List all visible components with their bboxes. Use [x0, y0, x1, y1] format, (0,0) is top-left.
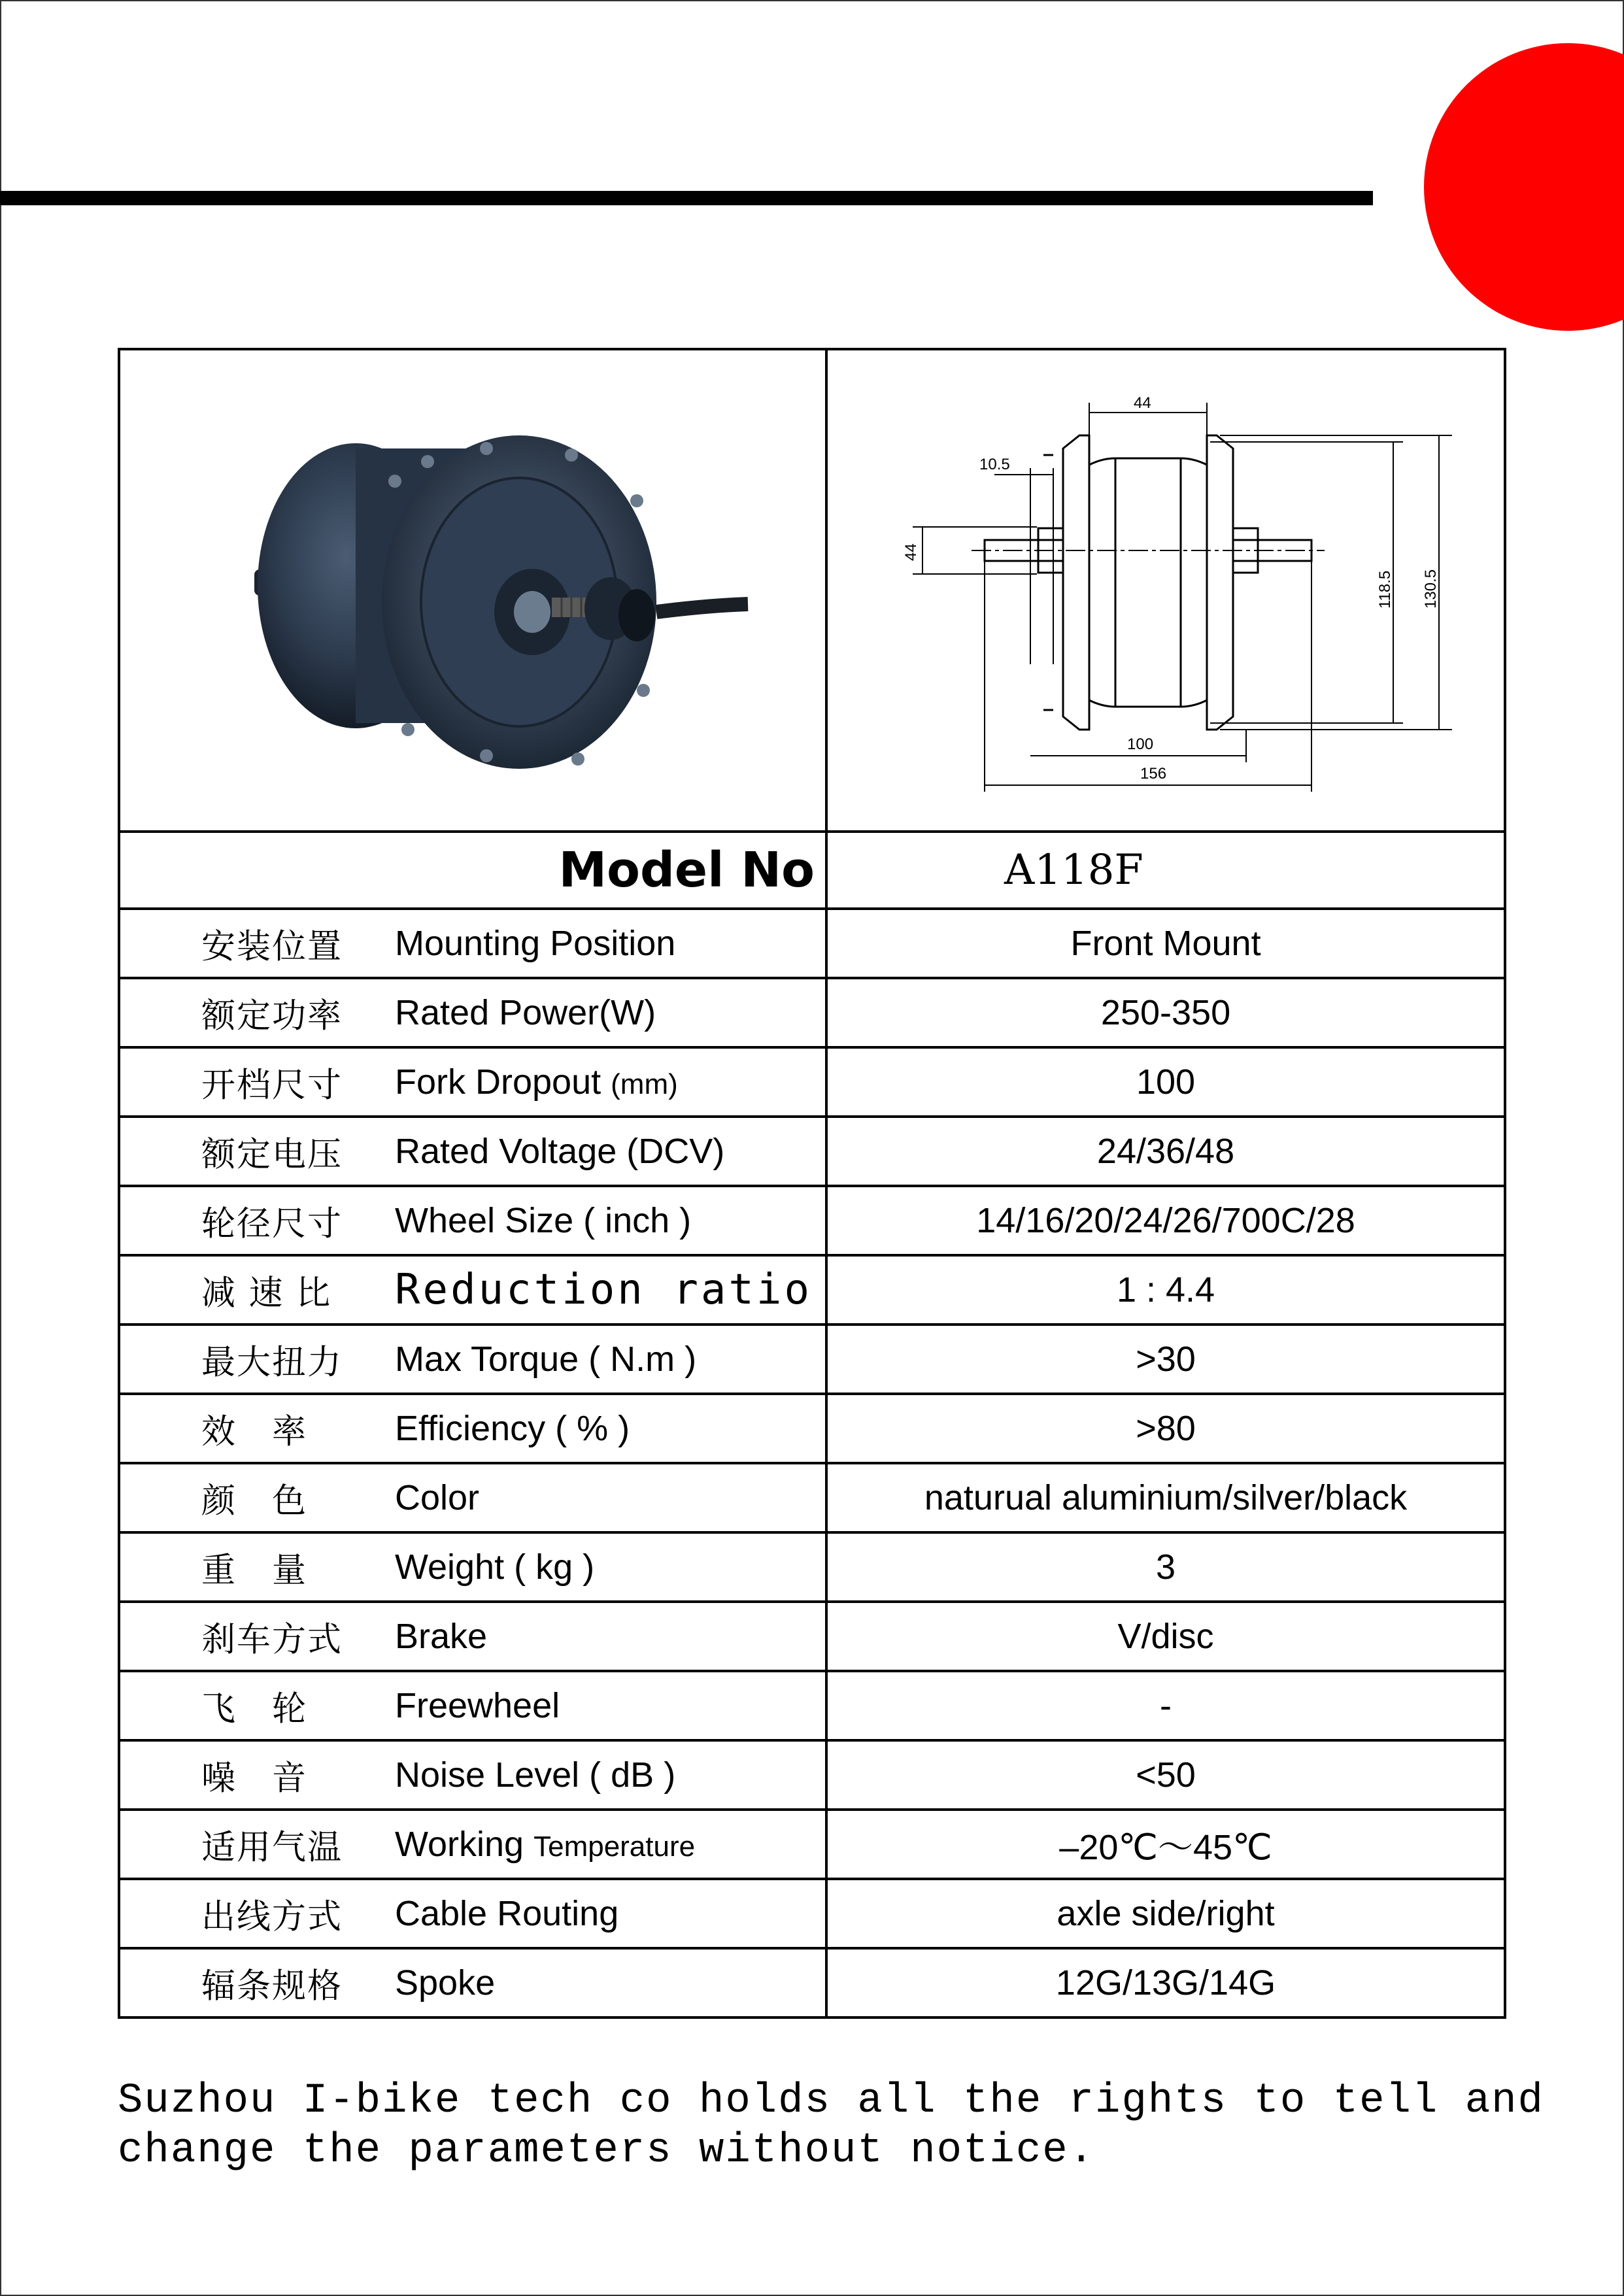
spec-value: V/disc	[826, 1602, 1505, 1671]
spec-row	[119, 1671, 1505, 1740]
spec-row	[119, 909, 1505, 978]
spec-label-en-main: Spoke	[395, 1963, 496, 2002]
model-value: A118F	[826, 832, 1505, 909]
spec-value: 14/16/20/24/26/700C/28	[826, 1186, 1505, 1255]
spec-label-en-main: Max Torque ( N.m )	[395, 1340, 697, 1379]
spec-value: 12G/13G/14G	[826, 1948, 1505, 2017]
spec-label-cell	[119, 1948, 826, 2017]
spec-label-en-main: Fork Dropout	[395, 1062, 601, 1102]
spec-label-en	[395, 1200, 691, 1241]
spec-table	[118, 348, 1506, 2019]
spec-row	[119, 1255, 1505, 1325]
spec-row	[119, 1740, 1505, 1810]
spec-label-zh: 减 速 比	[201, 1274, 332, 1313]
motor-cable	[656, 604, 748, 612]
spec-label-en	[395, 1131, 724, 1172]
spec-label-en-main: Mounting Position	[395, 924, 676, 963]
left-flange-drawing	[1063, 435, 1089, 730]
dim-offset-label: 10.5	[979, 456, 1010, 473]
spec-value: 1 : 4.4	[826, 1255, 1505, 1325]
spec-label-zh: 效 率	[201, 1412, 308, 1452]
spec-label-en-main: Cable Routing	[395, 1894, 619, 1933]
dim-width-inner-label: 100	[1127, 735, 1154, 753]
spec-label-en	[395, 1893, 618, 1934]
spec-label-zh: 辐条规格	[201, 1967, 343, 2006]
spec-label-en	[395, 1062, 678, 1102]
header-rule	[0, 191, 1373, 205]
spec-label-en-main: Efficiency ( % )	[395, 1409, 630, 1448]
spec-label-cell	[119, 1255, 826, 1325]
spec-label-cell	[119, 1463, 826, 1532]
spec-label-zh: 刹车方式	[201, 1620, 343, 1660]
footer-line-2: change the parameters without notice.	[118, 2127, 1096, 2174]
dim-width-total-label: 156	[1140, 765, 1167, 783]
spec-value: naturual aluminium/silver/black	[826, 1463, 1505, 1532]
spec-label-zh: 重 量	[201, 1551, 308, 1591]
hub-body-drawing	[1089, 458, 1207, 707]
spec-label-cell	[119, 1117, 826, 1186]
spec-label-cell	[119, 1047, 826, 1117]
spec-label-en-main: Color	[395, 1478, 480, 1517]
spec-row	[119, 1325, 1505, 1394]
motor-photo-cell	[119, 349, 826, 832]
spec-value: axle side/right	[826, 1879, 1505, 1948]
spec-label-en-main: Working	[395, 1825, 524, 1864]
dim-inner-height-label: 118.5	[1376, 570, 1395, 609]
spec-label-en-main: Weight ( kg )	[395, 1547, 595, 1587]
spec-label-en	[395, 992, 656, 1033]
spec-row	[119, 1879, 1505, 1948]
footer-line-1: Suzhou I-bike tech co holds all the rights to tell and	[118, 2078, 1544, 2125]
spec-row	[119, 1602, 1505, 1671]
spec-label-en	[395, 1339, 696, 1379]
spec-label-en-main: Rated Power(W)	[395, 993, 656, 1032]
spec-label-en-main: Freewheel	[395, 1686, 560, 1725]
spec-row	[119, 1047, 1505, 1117]
spec-label-en	[395, 1755, 675, 1795]
spec-label-zh: 轮径尺寸	[201, 1204, 343, 1244]
spec-value: -	[826, 1671, 1505, 1740]
spec-label-cell	[119, 1671, 826, 1740]
footer-notice	[118, 2076, 1556, 2176]
spec-label-zh: 额定电压	[201, 1135, 343, 1175]
spec-label-en	[395, 1616, 487, 1657]
spec-row	[119, 1394, 1505, 1463]
spec-label-cell	[119, 1532, 826, 1602]
spec-label-zh: 飞 轮	[201, 1689, 308, 1729]
spec-label-en-main: Noise Level ( dB )	[395, 1755, 676, 1795]
spec-label-cell	[119, 1186, 826, 1255]
spec-label-en	[395, 923, 675, 964]
model-row	[119, 832, 1505, 909]
spec-label-zh: 开档尺寸	[201, 1066, 343, 1106]
spec-label-en-main: Brake	[395, 1617, 488, 1656]
spec-label-en	[395, 1547, 594, 1587]
right-flange-drawing	[1207, 435, 1233, 730]
spec-label-en	[395, 1266, 812, 1314]
spec-label-zh: 颜 色	[201, 1481, 308, 1521]
spec-label-cell	[119, 1325, 826, 1394]
spec-label-en-main: Reduction ratio	[395, 1266, 812, 1314]
dimension-drawing	[828, 350, 1505, 828]
spec-label-en	[395, 1408, 630, 1449]
spec-value: –20℃～45℃	[826, 1810, 1505, 1879]
spec-value: >30	[826, 1325, 1505, 1394]
spec-label-zh: 额定功率	[201, 996, 343, 1036]
spec-label-en	[395, 1824, 695, 1865]
spec-label-zh: 适用气温	[201, 1828, 343, 1868]
spec-row	[119, 1532, 1505, 1602]
spec-label-cell	[119, 978, 826, 1047]
dim-top-label: 44	[1134, 394, 1151, 412]
spec-label-cell	[119, 1740, 826, 1810]
spec-value: 24/36/48	[826, 1117, 1505, 1186]
spec-label-cell	[119, 1602, 826, 1671]
spec-row	[119, 1810, 1505, 1879]
spec-row	[119, 1117, 1505, 1186]
image-row	[119, 349, 1505, 832]
spec-label-en-unit: Temperature	[533, 1831, 696, 1863]
dim-axle-label: 44	[902, 543, 921, 561]
spec-label-en-main: Rated Voltage (DCV)	[395, 1132, 725, 1171]
spec-label-cell	[119, 909, 826, 978]
motor-photo	[120, 350, 826, 828]
spec-label-zh: 出线方式	[201, 1897, 343, 1937]
spec-label-en-unit: (mm)	[611, 1068, 678, 1100]
spec-label-zh: 最大扭力	[201, 1343, 343, 1383]
spec-value: >80	[826, 1394, 1505, 1463]
spec-label-en	[395, 1477, 479, 1518]
spec-label-zh: 噪 音	[201, 1759, 308, 1798]
spec-label-en	[395, 1685, 560, 1726]
spec-value: 3	[826, 1532, 1505, 1602]
spec-rows	[119, 909, 1505, 2017]
spec-label-en-main: Wheel Size ( inch )	[395, 1201, 692, 1240]
spec-row	[119, 1948, 1505, 2017]
spec-label-en	[395, 1963, 495, 2003]
spec-label-cell	[119, 1879, 826, 1948]
spec-row	[119, 1186, 1505, 1255]
model-label: Model No	[119, 832, 826, 909]
spec-value: 250-350	[826, 978, 1505, 1047]
spec-label-cell	[119, 1394, 826, 1463]
spec-row	[119, 1463, 1505, 1532]
spec-label-zh: 安装位置	[201, 927, 343, 967]
spec-value: 100	[826, 1047, 1505, 1117]
spec-value: <50	[826, 1740, 1505, 1810]
spec-row	[119, 978, 1505, 1047]
spec-value: Front Mount	[826, 909, 1505, 978]
spec-label-cell	[119, 1810, 826, 1879]
dimension-drawing-cell	[826, 349, 1505, 832]
dim-outer-height-label: 130.5	[1422, 569, 1440, 609]
